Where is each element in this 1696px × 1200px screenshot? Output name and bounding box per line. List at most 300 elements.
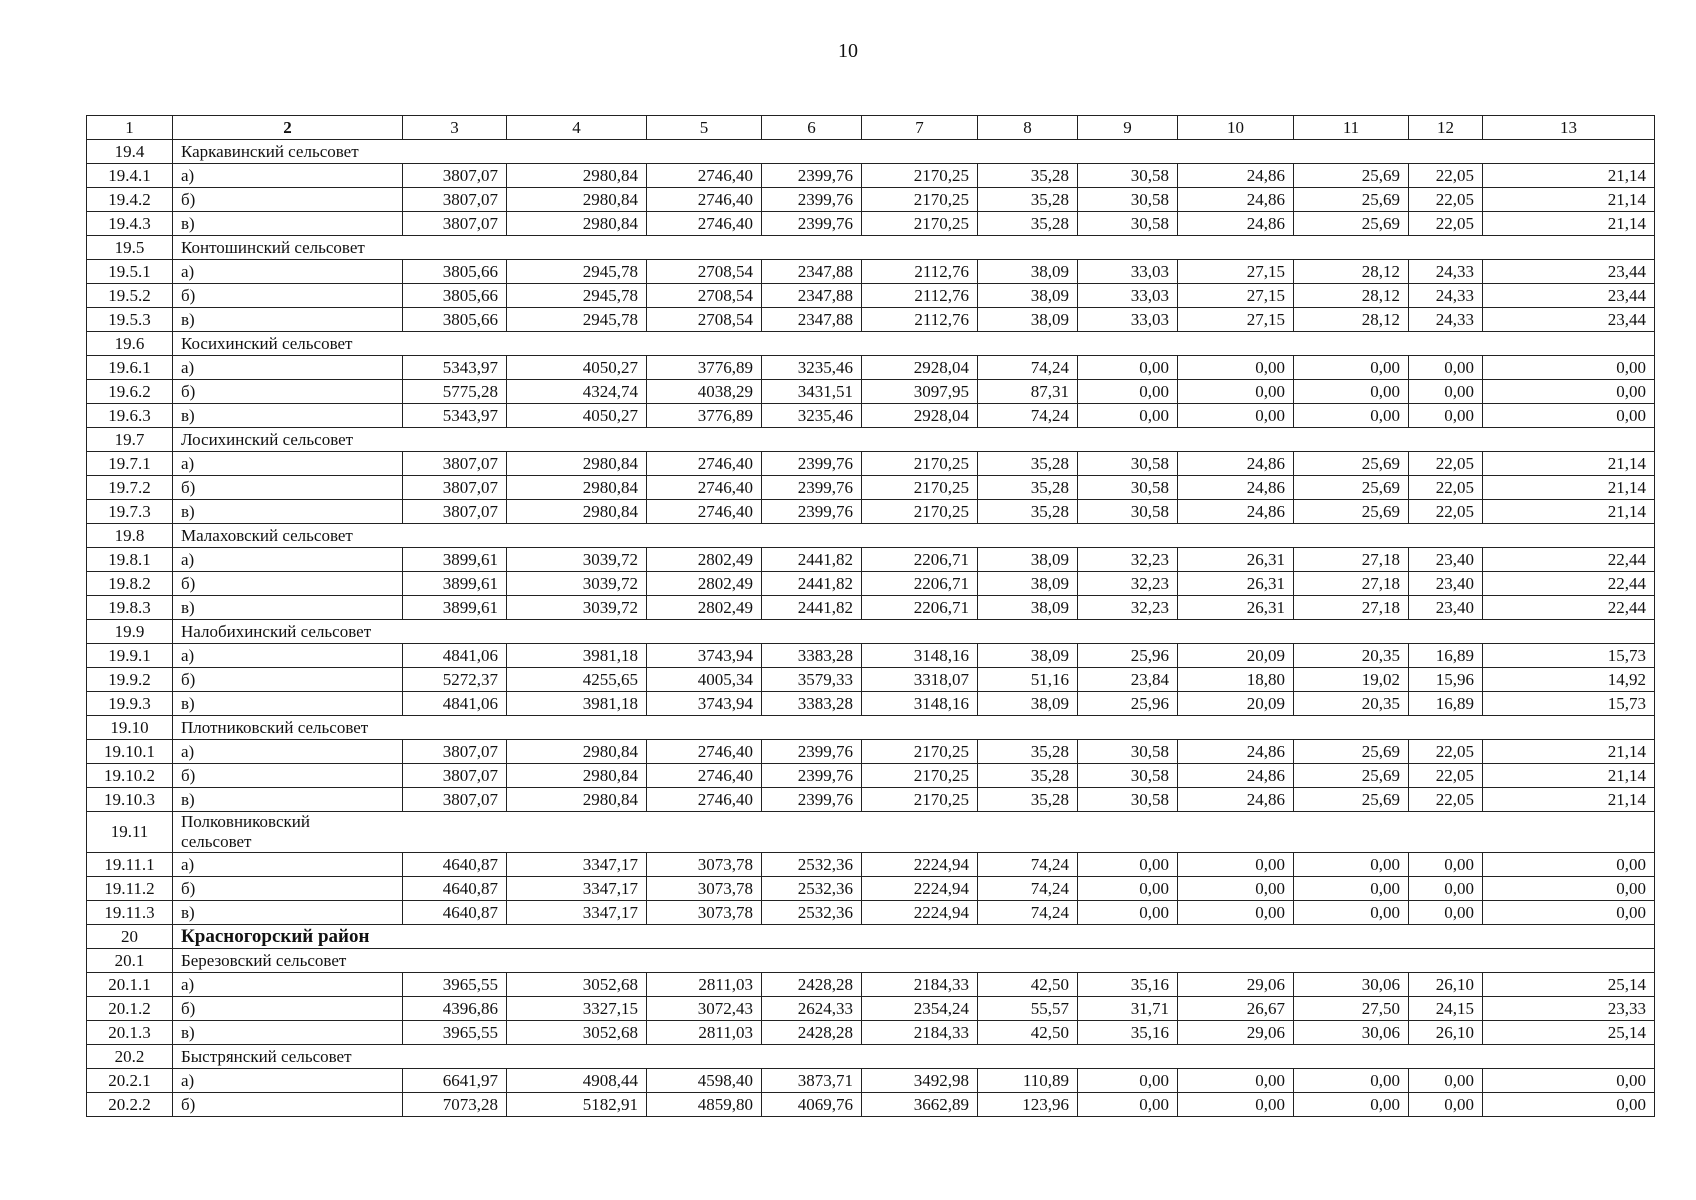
row-label: в): [173, 404, 403, 428]
row-code: 19.6: [87, 332, 173, 356]
value-cell: 0,00: [1409, 1069, 1483, 1093]
value-cell: 29,06: [1178, 973, 1294, 997]
value-cell: 25,14: [1483, 1021, 1655, 1045]
value-cell: 5343,97: [403, 356, 507, 380]
value-cell: 0,00: [1409, 356, 1483, 380]
value-cell: 0,00: [1409, 901, 1483, 925]
row-label: в): [173, 692, 403, 716]
header-row: [87, 116, 1655, 140]
value-cell: 24,33: [1409, 308, 1483, 332]
value-cell: 2347,88: [762, 308, 862, 332]
value-cell: 35,28: [978, 764, 1078, 788]
value-cell: 0,00: [1078, 901, 1178, 925]
value-cell: 0,00: [1409, 380, 1483, 404]
row-code: 20.1.3: [87, 1021, 173, 1045]
column-header: 4: [507, 116, 647, 140]
value-cell: 3807,07: [403, 500, 507, 524]
value-cell: 26,31: [1178, 596, 1294, 620]
row-label: а): [173, 644, 403, 668]
value-cell: 4050,27: [507, 404, 647, 428]
value-cell: 30,58: [1078, 164, 1178, 188]
value-cell: 38,09: [978, 644, 1078, 668]
value-cell: 20,35: [1294, 644, 1409, 668]
row-code: 20.1.2: [87, 997, 173, 1021]
value-cell: 0,00: [1483, 1069, 1655, 1093]
value-cell: 2441,82: [762, 596, 862, 620]
value-cell: 32,23: [1078, 572, 1178, 596]
value-cell: 0,00: [1483, 877, 1655, 901]
value-cell: 24,15: [1409, 997, 1483, 1021]
value-cell: 30,58: [1078, 788, 1178, 812]
value-cell: 25,69: [1294, 764, 1409, 788]
value-cell: 38,09: [978, 548, 1078, 572]
section-name: Контошинский сельсовет: [173, 236, 1655, 260]
value-cell: 26,67: [1178, 997, 1294, 1021]
value-cell: 35,28: [978, 212, 1078, 236]
value-cell: 2206,71: [862, 596, 978, 620]
section-row: [87, 1045, 1655, 1069]
value-cell: 24,86: [1178, 452, 1294, 476]
value-cell: 35,28: [978, 452, 1078, 476]
value-cell: 0,00: [1178, 877, 1294, 901]
value-cell: 4640,87: [403, 877, 507, 901]
value-cell: 35,28: [978, 740, 1078, 764]
value-cell: 4050,27: [507, 356, 647, 380]
value-cell: 38,09: [978, 572, 1078, 596]
value-cell: 30,06: [1294, 973, 1409, 997]
row-label: в): [173, 901, 403, 925]
value-cell: 3807,07: [403, 212, 507, 236]
value-cell: 0,00: [1178, 1093, 1294, 1117]
value-cell: 21,14: [1483, 164, 1655, 188]
value-cell: 3073,78: [647, 901, 762, 925]
value-cell: 2399,76: [762, 740, 862, 764]
table-row: [87, 380, 1655, 404]
value-cell: 15,73: [1483, 692, 1655, 716]
value-cell: 74,24: [978, 853, 1078, 877]
value-cell: 2980,84: [507, 476, 647, 500]
row-label: б): [173, 1093, 403, 1117]
value-cell: 26,31: [1178, 548, 1294, 572]
value-cell: 5775,28: [403, 380, 507, 404]
value-cell: 3579,33: [762, 668, 862, 692]
value-cell: 32,23: [1078, 596, 1178, 620]
value-cell: 0,00: [1483, 853, 1655, 877]
table-row: [87, 572, 1655, 596]
section-row: [87, 925, 1655, 949]
row-code: 20.2.2: [87, 1093, 173, 1117]
value-cell: 3347,17: [507, 853, 647, 877]
value-cell: 3383,28: [762, 692, 862, 716]
empty-cell: [403, 812, 1655, 853]
value-cell: 22,44: [1483, 572, 1655, 596]
column-header: 3: [403, 116, 507, 140]
column-header: 7: [862, 116, 978, 140]
value-cell: 2532,36: [762, 877, 862, 901]
value-cell: 35,28: [978, 476, 1078, 500]
table-row: [87, 973, 1655, 997]
row-code: 19.9.1: [87, 644, 173, 668]
value-cell: 23,40: [1409, 548, 1483, 572]
row-code: 19.9.3: [87, 692, 173, 716]
value-cell: 25,69: [1294, 500, 1409, 524]
value-cell: 87,31: [978, 380, 1078, 404]
column-header: 2: [173, 116, 403, 140]
table-row: [87, 308, 1655, 332]
value-cell: 25,69: [1294, 212, 1409, 236]
value-cell: 0,00: [1409, 1093, 1483, 1117]
table-row: [87, 284, 1655, 308]
value-cell: 4640,87: [403, 901, 507, 925]
row-code: 19.4.2: [87, 188, 173, 212]
value-cell: 24,86: [1178, 788, 1294, 812]
value-cell: 2399,76: [762, 476, 862, 500]
value-cell: 35,28: [978, 500, 1078, 524]
value-cell: 3776,89: [647, 356, 762, 380]
row-code: 19.10.3: [87, 788, 173, 812]
row-code: 19.7.2: [87, 476, 173, 500]
value-cell: 2980,84: [507, 740, 647, 764]
value-cell: 21,14: [1483, 476, 1655, 500]
value-cell: 3743,94: [647, 692, 762, 716]
value-cell: 0,00: [1409, 853, 1483, 877]
value-cell: 23,44: [1483, 308, 1655, 332]
value-cell: 3807,07: [403, 476, 507, 500]
row-code: 20: [87, 925, 173, 949]
row-code: 19.4: [87, 140, 173, 164]
value-cell: 0,00: [1294, 1069, 1409, 1093]
table-row: [87, 1093, 1655, 1117]
row-label: в): [173, 596, 403, 620]
value-cell: 2441,82: [762, 572, 862, 596]
row-code: 19.6.1: [87, 356, 173, 380]
row-label: б): [173, 188, 403, 212]
value-cell: 38,09: [978, 284, 1078, 308]
value-cell: 2746,40: [647, 188, 762, 212]
value-cell: 0,00: [1178, 404, 1294, 428]
value-cell: 3807,07: [403, 740, 507, 764]
value-cell: 51,16: [978, 668, 1078, 692]
value-cell: 2112,76: [862, 260, 978, 284]
section-name: Малаховский сельсовет: [173, 524, 1655, 548]
value-cell: 4908,44: [507, 1069, 647, 1093]
value-cell: 19,02: [1294, 668, 1409, 692]
value-cell: 5272,37: [403, 668, 507, 692]
column-header: 8: [978, 116, 1078, 140]
value-cell: 74,24: [978, 404, 1078, 428]
value-cell: 3039,72: [507, 572, 647, 596]
value-cell: 3807,07: [403, 788, 507, 812]
row-label: а): [173, 740, 403, 764]
table-row: [87, 212, 1655, 236]
value-cell: 2441,82: [762, 548, 862, 572]
value-cell: 30,58: [1078, 740, 1178, 764]
row-code: 19.10: [87, 716, 173, 740]
row-code: 19.7.1: [87, 452, 173, 476]
value-cell: 2708,54: [647, 308, 762, 332]
value-cell: 4640,87: [403, 853, 507, 877]
row-label: а): [173, 260, 403, 284]
value-cell: 2746,40: [647, 212, 762, 236]
value-cell: 21,14: [1483, 788, 1655, 812]
value-cell: 2945,78: [507, 308, 647, 332]
value-cell: 21,14: [1483, 764, 1655, 788]
table-row: [87, 877, 1655, 901]
value-cell: 2428,28: [762, 1021, 862, 1045]
value-cell: 25,96: [1078, 692, 1178, 716]
value-cell: 2170,25: [862, 164, 978, 188]
table-body: [87, 116, 1655, 1117]
table-row: [87, 1069, 1655, 1093]
column-header: 5: [647, 116, 762, 140]
value-cell: 2170,25: [862, 740, 978, 764]
value-cell: 23,40: [1409, 572, 1483, 596]
row-code: 19.9.2: [87, 668, 173, 692]
value-cell: 3148,16: [862, 644, 978, 668]
value-cell: 35,28: [978, 788, 1078, 812]
value-cell: 35,28: [978, 164, 1078, 188]
value-cell: 24,33: [1409, 260, 1483, 284]
value-cell: 14,92: [1483, 668, 1655, 692]
value-cell: 4069,76: [762, 1093, 862, 1117]
table-row: [87, 668, 1655, 692]
row-code: 19.11.1: [87, 853, 173, 877]
row-label: б): [173, 764, 403, 788]
value-cell: 22,05: [1409, 188, 1483, 212]
value-cell: 74,24: [978, 356, 1078, 380]
value-cell: 22,05: [1409, 500, 1483, 524]
value-cell: 0,00: [1178, 380, 1294, 404]
value-cell: 26,10: [1409, 1021, 1483, 1045]
value-cell: 22,05: [1409, 788, 1483, 812]
value-cell: 24,86: [1178, 188, 1294, 212]
value-cell: 3052,68: [507, 1021, 647, 1045]
row-label: б): [173, 572, 403, 596]
value-cell: 22,05: [1409, 164, 1483, 188]
section-row: [87, 716, 1655, 740]
row-code: 19.9: [87, 620, 173, 644]
table-row: [87, 644, 1655, 668]
row-label: б): [173, 877, 403, 901]
table-row: [87, 901, 1655, 925]
value-cell: 2624,33: [762, 997, 862, 1021]
value-cell: 2170,25: [862, 788, 978, 812]
table-row: [87, 164, 1655, 188]
value-cell: 4038,29: [647, 380, 762, 404]
value-cell: 2170,25: [862, 188, 978, 212]
value-cell: 3899,61: [403, 572, 507, 596]
value-cell: 2980,84: [507, 452, 647, 476]
table-row: [87, 476, 1655, 500]
value-cell: 25,69: [1294, 476, 1409, 500]
value-cell: 7073,28: [403, 1093, 507, 1117]
value-cell: 0,00: [1294, 901, 1409, 925]
table-row: [87, 740, 1655, 764]
value-cell: 21,14: [1483, 212, 1655, 236]
section-row: [87, 949, 1655, 973]
value-cell: 2802,49: [647, 572, 762, 596]
value-cell: 3073,78: [647, 853, 762, 877]
value-cell: 4396,86: [403, 997, 507, 1021]
value-cell: 3805,66: [403, 260, 507, 284]
value-cell: 21,14: [1483, 500, 1655, 524]
value-cell: 2746,40: [647, 788, 762, 812]
value-cell: 22,05: [1409, 212, 1483, 236]
value-cell: 2399,76: [762, 164, 862, 188]
value-cell: 0,00: [1178, 356, 1294, 380]
value-cell: 2746,40: [647, 764, 762, 788]
value-cell: 25,14: [1483, 973, 1655, 997]
table-row: [87, 997, 1655, 1021]
value-cell: 3662,89: [862, 1093, 978, 1117]
value-cell: 22,05: [1409, 764, 1483, 788]
value-cell: 3327,15: [507, 997, 647, 1021]
value-cell: 110,89: [978, 1069, 1078, 1093]
value-cell: 38,09: [978, 308, 1078, 332]
value-cell: 0,00: [1483, 901, 1655, 925]
value-cell: 3347,17: [507, 901, 647, 925]
value-cell: 28,12: [1294, 308, 1409, 332]
table-row: [87, 188, 1655, 212]
row-code: 19.10.2: [87, 764, 173, 788]
row-label: а): [173, 452, 403, 476]
value-cell: 30,58: [1078, 500, 1178, 524]
row-label: а): [173, 853, 403, 877]
value-cell: 30,58: [1078, 452, 1178, 476]
value-cell: 0,00: [1078, 404, 1178, 428]
value-cell: 24,86: [1178, 740, 1294, 764]
value-cell: 24,86: [1178, 164, 1294, 188]
value-cell: 22,44: [1483, 596, 1655, 620]
value-cell: 3039,72: [507, 596, 647, 620]
value-cell: 20,09: [1178, 644, 1294, 668]
value-cell: 2224,94: [862, 901, 978, 925]
value-cell: 30,58: [1078, 476, 1178, 500]
value-cell: 6641,97: [403, 1069, 507, 1093]
value-cell: 3807,07: [403, 164, 507, 188]
row-label: а): [173, 356, 403, 380]
value-cell: 4841,06: [403, 644, 507, 668]
value-cell: 2170,25: [862, 452, 978, 476]
value-cell: 123,96: [978, 1093, 1078, 1117]
value-cell: 2112,76: [862, 308, 978, 332]
value-cell: 55,57: [978, 997, 1078, 1021]
value-cell: 22,05: [1409, 740, 1483, 764]
value-cell: 3347,17: [507, 877, 647, 901]
value-cell: 2206,71: [862, 548, 978, 572]
row-label: в): [173, 788, 403, 812]
value-cell: 0,00: [1483, 380, 1655, 404]
value-cell: 42,50: [978, 973, 1078, 997]
column-header: 13: [1483, 116, 1655, 140]
value-cell: 2980,84: [507, 500, 647, 524]
value-cell: 0,00: [1409, 404, 1483, 428]
row-label: б): [173, 380, 403, 404]
section-row: [87, 236, 1655, 260]
value-cell: 3052,68: [507, 973, 647, 997]
column-header: 9: [1078, 116, 1178, 140]
value-cell: 38,09: [978, 692, 1078, 716]
value-cell: 42,50: [978, 1021, 1078, 1045]
row-code: 19.4.1: [87, 164, 173, 188]
value-cell: 2746,40: [647, 500, 762, 524]
section-name: Плотниковский сельсовет: [173, 716, 1655, 740]
value-cell: 74,24: [978, 877, 1078, 901]
section-row: [87, 332, 1655, 356]
column-header: 11: [1294, 116, 1409, 140]
value-cell: 2746,40: [647, 164, 762, 188]
row-code: 19.8.1: [87, 548, 173, 572]
row-label: а): [173, 548, 403, 572]
table-row: [87, 596, 1655, 620]
value-cell: 2980,84: [507, 164, 647, 188]
value-cell: 2928,04: [862, 404, 978, 428]
value-cell: 3039,72: [507, 548, 647, 572]
value-cell: 25,96: [1078, 644, 1178, 668]
value-cell: 27,50: [1294, 997, 1409, 1021]
value-cell: 30,58: [1078, 188, 1178, 212]
row-label: а): [173, 973, 403, 997]
value-cell: 3899,61: [403, 596, 507, 620]
value-cell: 24,86: [1178, 476, 1294, 500]
column-header: 1: [87, 116, 173, 140]
value-cell: 3073,78: [647, 877, 762, 901]
value-cell: 3807,07: [403, 188, 507, 212]
row-label: в): [173, 212, 403, 236]
section-name: Березовский сельсовет: [173, 949, 1655, 973]
value-cell: 24,33: [1409, 284, 1483, 308]
value-cell: 38,09: [978, 260, 1078, 284]
value-cell: 27,18: [1294, 572, 1409, 596]
value-cell: 2399,76: [762, 788, 862, 812]
value-cell: 4598,40: [647, 1069, 762, 1093]
table-row: [87, 452, 1655, 476]
section-name: Красногорский район: [173, 925, 1655, 949]
value-cell: 2802,49: [647, 596, 762, 620]
value-cell: 3431,51: [762, 380, 862, 404]
row-code: 19.7: [87, 428, 173, 452]
value-cell: 24,86: [1178, 212, 1294, 236]
value-cell: 23,84: [1078, 668, 1178, 692]
row-code: 19.7.3: [87, 500, 173, 524]
value-cell: 38,09: [978, 596, 1078, 620]
value-cell: 33,03: [1078, 308, 1178, 332]
section-name: Полковниковский сельсовет: [173, 812, 403, 853]
value-cell: 2708,54: [647, 284, 762, 308]
value-cell: 3318,07: [862, 668, 978, 692]
value-cell: 28,12: [1294, 260, 1409, 284]
value-cell: 2170,25: [862, 500, 978, 524]
table-row: [87, 692, 1655, 716]
tariff-table: [86, 115, 1655, 1117]
value-cell: 2354,24: [862, 997, 978, 1021]
value-cell: 2746,40: [647, 476, 762, 500]
value-cell: 4859,80: [647, 1093, 762, 1117]
table-row: [87, 788, 1655, 812]
value-cell: 2811,03: [647, 973, 762, 997]
value-cell: 3235,46: [762, 356, 862, 380]
section-row: [87, 140, 1655, 164]
value-cell: 2184,33: [862, 1021, 978, 1045]
value-cell: 3743,94: [647, 644, 762, 668]
value-cell: 0,00: [1294, 1093, 1409, 1117]
value-cell: 4841,06: [403, 692, 507, 716]
value-cell: 25,69: [1294, 452, 1409, 476]
value-cell: 22,05: [1409, 476, 1483, 500]
value-cell: 23,33: [1483, 997, 1655, 1021]
table-row: [87, 404, 1655, 428]
value-cell: 26,10: [1409, 973, 1483, 997]
